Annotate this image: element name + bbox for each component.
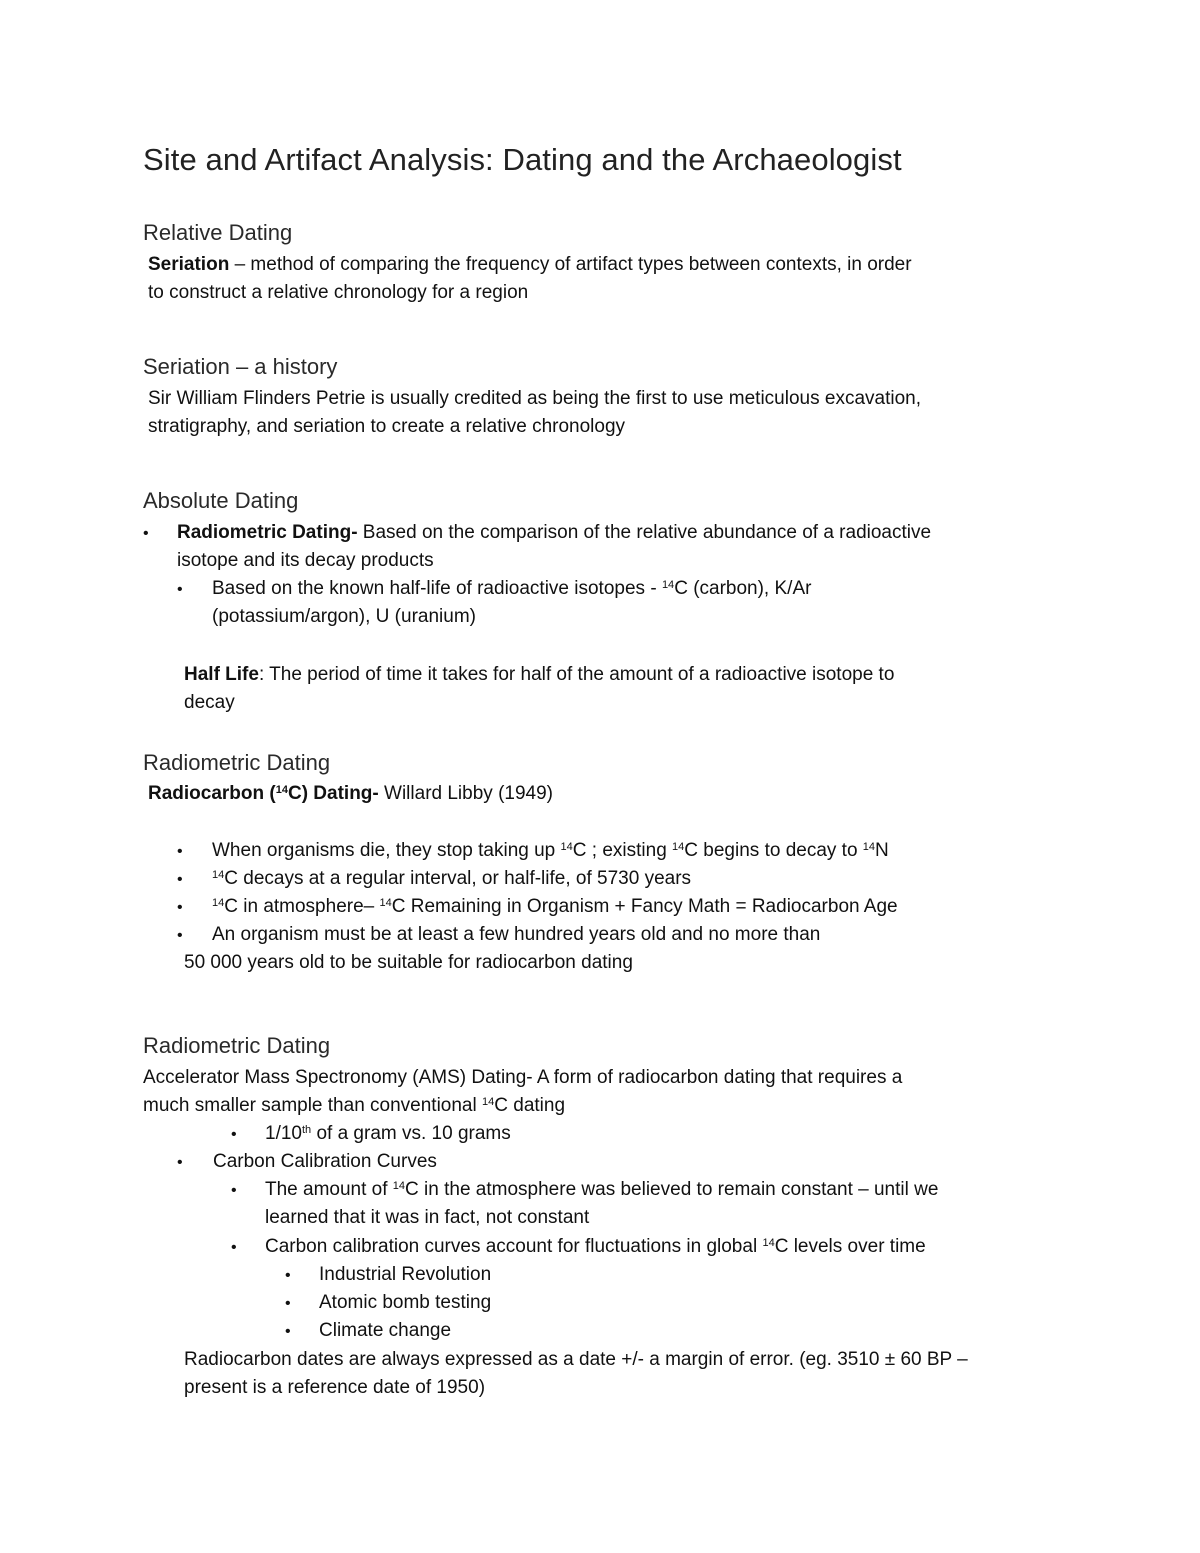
half-life-isotopes-line1: Based on the known half-life of radioactive isotopes - $^{14}$C (carbon), K/Ar [212, 578, 812, 599]
bullet-icon: • [231, 1239, 237, 1256]
calibration-bullet-2: Carbon calibration curves account for fluctuations in global $^{14}$C levels over time [265, 1236, 926, 1257]
seriation-definition-text: – method of comparing the frequency of artifact types between contexts, in order [229, 254, 912, 275]
seriation-history-line2: stratigraphy, and seriation to create a relative chronology [148, 416, 626, 437]
carbon-calibration-curves-item: Carbon Calibration Curves [213, 1151, 437, 1172]
radiometric-dating-heading-2: Radiometric Dating [143, 1033, 331, 1058]
radiocarbon-note-line1: Radiocarbon dates are always expressed as a date +/- a margin of error. (eg. 3510 ± 60 BP – [184, 1349, 968, 1370]
half-life-definition-line2: decay [184, 692, 235, 713]
bullet-icon: • [177, 843, 183, 860]
bullet-icon: • [177, 1154, 183, 1171]
seriation-history-line1: Sir William Flinders Petrie is usually credited as being the first to use meticulous excavation, [148, 388, 921, 409]
radiometric-definition-text: Based on the comparison of the relative abundance of a radioactive [357, 522, 932, 543]
bullet-icon: • [177, 927, 183, 944]
bullet-icon: • [177, 899, 183, 916]
radiocarbon-note-line2: present is a reference date of 1950) [184, 1377, 486, 1398]
seriation-history-heading: Seriation – a history [143, 354, 338, 379]
factor-industrial-revolution: Industrial Revolution [319, 1264, 492, 1285]
calibration-bullet-1-line2: learned that it was in fact, not constant [265, 1207, 590, 1228]
radiocarbon-bullet-1: When organisms die, they stop taking up $^{14}$C ; existing $^{14}$C begins to decay to $^{14}$N [212, 840, 889, 861]
bullet-icon: • [285, 1267, 291, 1284]
half-life-term: Half Life [184, 664, 259, 685]
bullet-icon: • [177, 581, 183, 598]
seriation-definition-line2: to construct a relative chronology for a region [148, 282, 529, 303]
ams-definition-line1: Accelerator Mass Spectronomy (AMS) Dating- A form of radiocarbon dating that requires a [143, 1067, 903, 1088]
half-life-definition-text: : The period of time it takes for half of the amount of a radioactive isotope to [258, 664, 895, 685]
mass-number: 14 [661, 579, 675, 591]
radiocarbon-bullet-4-line2: 50 000 years old to be suitable for radiocarbon dating [184, 952, 633, 973]
absolute-dating-heading: Absolute Dating [143, 488, 299, 513]
radiometric-definition-line1 [177, 519, 931, 547]
ams-definition-line2: much smaller sample than conventional $^{14}$C dating [143, 1095, 566, 1116]
factor-atomic-bomb-testing: Atomic bomb testing [319, 1292, 492, 1313]
bullet-icon: • [231, 1182, 237, 1199]
bullet-icon: • [177, 871, 183, 888]
calibration-bullet-1-line1: The amount of $^{14}$C in the atmosphere was believed to remain constant – until we [265, 1179, 939, 1200]
bullet-icon: • [231, 1126, 237, 1143]
radiocarbon-bullet-4-line1: An organism must be at least a few hundred years old and no more than [212, 924, 821, 945]
mass-number: 14 [275, 784, 288, 796]
half-life-isotopes-line2: (potassium/argon), U (uranium) [212, 606, 476, 627]
factor-climate-change: Climate change [319, 1320, 452, 1341]
bullet-icon: • [285, 1323, 291, 1340]
document-title: Site and Artifact Analysis: Dating and the Archaeologist [143, 142, 902, 177]
radiocarbon-bullet-3: $^{14}$C in atmosphere– $^{14}$C Remaining in Organism + Fancy Math = Radiocarbon Age [212, 896, 898, 917]
radiocarbon-bullet-2: $^{14}$C decays at a regular interval, or half-life, of 5730 years [212, 868, 692, 889]
ams-sample-size: 1/10th of a gram vs. 10 grams [265, 1123, 511, 1144]
half-life-definition-line1 [184, 661, 894, 689]
radiocarbon-subheading: Radiocarbon ($^{14}$C) Dating- Willard Libby (1949) [148, 783, 553, 804]
radiometric-term: Radiometric Dating- [177, 522, 358, 543]
seriation-term: Seriation [148, 254, 230, 275]
bullet-icon: • [143, 525, 149, 542]
bullet-icon: • [285, 1295, 291, 1312]
relative-dating-heading: Relative Dating [143, 220, 293, 245]
radiometric-definition-line2: isotope and its decay products [177, 550, 434, 571]
seriation-definition-line1 [148, 251, 912, 279]
radiometric-dating-heading-1: Radiometric Dating [143, 750, 331, 775]
